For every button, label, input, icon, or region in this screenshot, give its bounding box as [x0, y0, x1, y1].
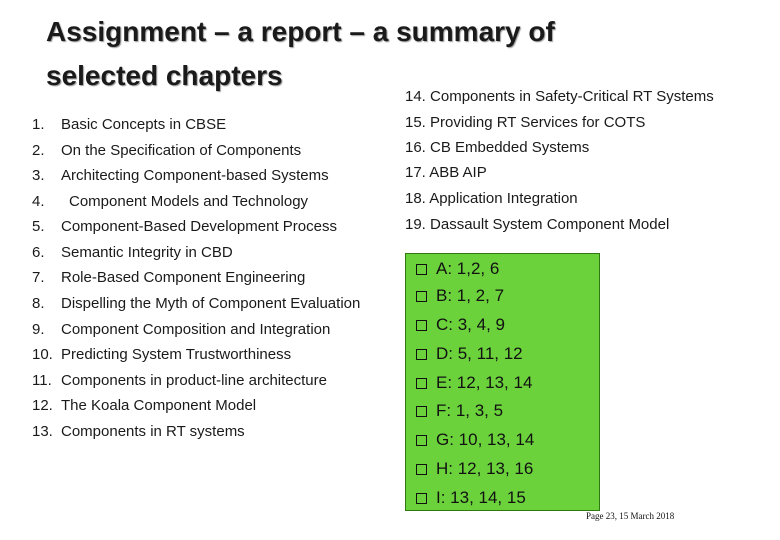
- chapter-item: [32, 167, 329, 185]
- checkbox-bullet-icon: [416, 378, 427, 389]
- checkbox-bullet-icon: [416, 435, 427, 446]
- chapter-number: 2.: [32, 142, 45, 159]
- checkbox-bullet-icon: [416, 291, 427, 302]
- chapter-item: [32, 397, 256, 415]
- group-item: [416, 401, 503, 421]
- group-item: [416, 430, 534, 450]
- chapter-item: 19. Dassault System Component Model: [405, 216, 670, 233]
- chapter-item: [32, 193, 308, 211]
- chapter-number: 3.: [32, 167, 45, 184]
- group-item: [416, 344, 523, 364]
- group-label: A: 1,2, 6: [436, 259, 500, 278]
- chapter-title: Component Models and Technology: [69, 193, 309, 210]
- chapter-title: Components in product-line architecture: [61, 372, 327, 389]
- chapter-number: 10.: [32, 346, 53, 363]
- chapter-title: On the Specification of Components: [61, 142, 302, 159]
- group-assignment-box: [405, 253, 600, 511]
- title-line-2: selected chapters: [46, 60, 283, 91]
- group-item: [416, 315, 505, 335]
- page-title: [46, 10, 686, 98]
- chapter-title: Component Composition and Integration: [61, 321, 331, 338]
- chapter-item: [32, 346, 291, 364]
- title-line-1: Assignment – a report – a summary of: [46, 16, 555, 47]
- chapter-number: 4.: [32, 193, 45, 210]
- chapter-item: 16. CB Embedded Systems: [405, 139, 590, 156]
- chapter-title: Components in RT systems: [61, 423, 245, 440]
- chapter-title: Predicting System Trustworthiness: [61, 346, 292, 363]
- group-label: B: 1, 2, 7: [436, 286, 505, 305]
- checkbox-bullet-icon: [416, 493, 427, 504]
- chapter-item: [32, 321, 330, 339]
- chapter-item: [32, 244, 233, 262]
- chapter-number: 12.: [32, 397, 53, 414]
- chapter-number: 7.: [32, 269, 45, 286]
- chapter-number: 8.: [32, 295, 45, 312]
- chapter-item: [32, 142, 301, 160]
- chapter-title: Semantic Integrity in CBD: [61, 244, 233, 261]
- chapter-title: Dispelling the Myth of Component Evaluation: [61, 295, 361, 312]
- group-label: H: 12, 13, 16: [436, 459, 534, 478]
- group-label: C: 3, 4, 9: [436, 315, 505, 334]
- chapter-number: 9.: [32, 321, 45, 338]
- group-label: E: 12, 13, 14: [436, 373, 533, 392]
- chapter-title: Basic Concepts in CBSE: [61, 116, 227, 133]
- group-item: [416, 459, 533, 479]
- chapter-item: [32, 372, 327, 390]
- chapter-number: 11.: [32, 372, 52, 389]
- chapter-item: 17. ABB AIP: [405, 164, 487, 181]
- chapter-item: 18. Application Integration: [405, 190, 578, 207]
- chapter-item: [32, 116, 226, 134]
- checkbox-bullet-icon: [416, 406, 427, 417]
- chapter-title: Role-Based Component Engineering: [61, 269, 306, 286]
- chapter-title: Component-Based Development Process: [61, 218, 337, 235]
- chapter-item: [32, 218, 337, 236]
- chapter-title: Architecting Component-based Systems: [61, 167, 329, 184]
- chapter-title: The Koala Component Model: [61, 397, 257, 414]
- chapter-number: 5.: [32, 218, 45, 235]
- chapter-number: 1.: [32, 116, 45, 133]
- chapter-item: 15. Providing RT Services for COTS: [405, 114, 646, 131]
- group-item: [416, 286, 504, 306]
- checkbox-bullet-icon: [416, 349, 427, 360]
- chapter-number: 6.: [32, 244, 45, 261]
- group-label: I: 13, 14, 15: [436, 488, 526, 507]
- checkbox-bullet-icon: [416, 264, 427, 275]
- chapter-item: [32, 295, 360, 313]
- checkbox-bullet-icon: [416, 464, 427, 475]
- group-item: [416, 488, 526, 508]
- chapter-item: [32, 269, 305, 287]
- page-footer: Page 23, 15 March 2018: [586, 511, 675, 521]
- group-item: [416, 373, 532, 393]
- group-item: [416, 259, 499, 279]
- chapter-item: 14. Components in Safety-Critical RT Systems: [405, 88, 714, 105]
- group-label: G: 10, 13, 14: [436, 430, 535, 449]
- chapter-number: 13.: [32, 423, 53, 440]
- group-label: F: 1, 3, 5: [436, 401, 504, 420]
- checkbox-bullet-icon: [416, 320, 427, 331]
- group-label: D: 5, 11, 12: [436, 344, 523, 363]
- chapter-item: [32, 423, 245, 441]
